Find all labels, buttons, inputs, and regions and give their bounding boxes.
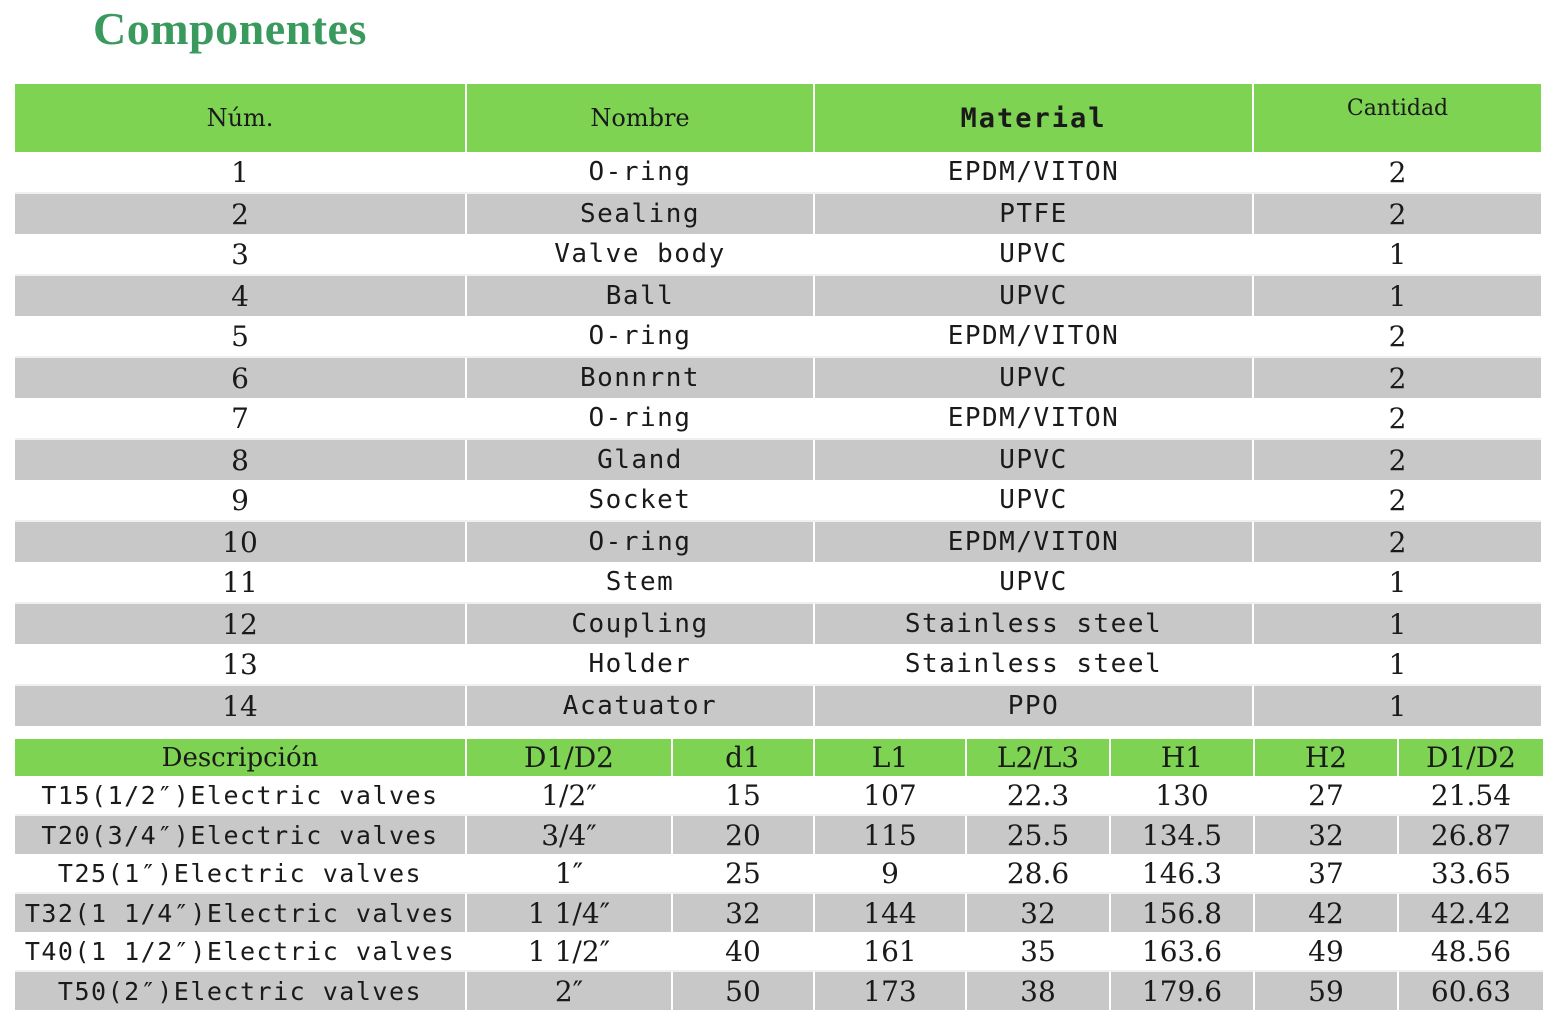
cell-quantity: 1 bbox=[1253, 685, 1541, 726]
cell-value: 107 bbox=[814, 776, 966, 815]
table-row bbox=[15, 193, 1541, 234]
cell-value: 48.56 bbox=[1398, 932, 1543, 971]
dimensions-header-cell: d1 bbox=[672, 739, 814, 776]
cell-num: 5 bbox=[15, 316, 466, 357]
table-row bbox=[15, 815, 1543, 854]
header-name: Nombre bbox=[466, 84, 814, 152]
cell-material: EPDM/VITON bbox=[814, 398, 1253, 439]
cell-material: PPO bbox=[814, 685, 1253, 726]
header-quantity: Cantidad bbox=[1253, 84, 1541, 152]
cell-value: 33.65 bbox=[1398, 854, 1543, 893]
cell-quantity: 1 bbox=[1253, 603, 1541, 644]
table-row bbox=[15, 776, 1543, 815]
dimensions-header-cell: H1 bbox=[1110, 739, 1254, 776]
cell-material: UPVC bbox=[814, 562, 1253, 603]
cell-value: 1/2″ bbox=[466, 776, 672, 815]
cell-quantity: 2 bbox=[1253, 357, 1541, 398]
cell-value: 26.87 bbox=[1398, 815, 1543, 854]
cell-material: Stainless steel bbox=[814, 603, 1253, 644]
dimensions-header-cell: L1 bbox=[814, 739, 966, 776]
cell-name: Gland bbox=[466, 439, 814, 480]
cell-value: 42.42 bbox=[1398, 893, 1543, 932]
cell-value: 156.8 bbox=[1110, 893, 1254, 932]
cell-num: 3 bbox=[15, 234, 466, 275]
cell-value: 130 bbox=[1110, 776, 1254, 815]
cell-description: T32(1 1/4″)Electric valves bbox=[15, 893, 466, 932]
cell-quantity: 2 bbox=[1253, 398, 1541, 439]
cell-name: Sealing bbox=[466, 193, 814, 234]
cell-name: O-ring bbox=[466, 521, 814, 562]
cell-name: O-ring bbox=[466, 152, 814, 193]
cell-material: UPVC bbox=[814, 480, 1253, 521]
cell-value: 115 bbox=[814, 815, 966, 854]
table-row bbox=[15, 685, 1541, 726]
cell-num: 6 bbox=[15, 357, 466, 398]
cell-description: T15(1/2″)Electric valves bbox=[15, 776, 466, 815]
cell-name: Ball bbox=[466, 275, 814, 316]
cell-num: 1 bbox=[15, 152, 466, 193]
cell-num: 14 bbox=[15, 685, 466, 726]
cell-value: 21.54 bbox=[1398, 776, 1543, 815]
components-table bbox=[15, 84, 1541, 726]
cell-material: UPVC bbox=[814, 439, 1253, 480]
cell-name: Bonnrnt bbox=[466, 357, 814, 398]
dimensions-header-cell: D1/D2 bbox=[1398, 739, 1543, 776]
cell-value: 20 bbox=[672, 815, 814, 854]
cell-num: 10 bbox=[15, 521, 466, 562]
table-row bbox=[15, 480, 1541, 521]
header-num: Núm. bbox=[15, 84, 466, 152]
cell-quantity: 2 bbox=[1253, 439, 1541, 480]
cell-material: Stainless steel bbox=[814, 644, 1253, 685]
cell-material: UPVC bbox=[814, 275, 1253, 316]
table-row bbox=[15, 152, 1541, 193]
cell-value: 32 bbox=[966, 893, 1110, 932]
cell-value: 35 bbox=[966, 932, 1110, 971]
cell-value: 134.5 bbox=[1110, 815, 1254, 854]
cell-material: EPDM/VITON bbox=[814, 316, 1253, 357]
cell-value: 28.6 bbox=[966, 854, 1110, 893]
cell-value: 49 bbox=[1254, 932, 1398, 971]
cell-value: 163.6 bbox=[1110, 932, 1254, 971]
cell-material: EPDM/VITON bbox=[814, 152, 1253, 193]
cell-value: 146.3 bbox=[1110, 854, 1254, 893]
dimensions-header-cell: D1/D2 bbox=[466, 739, 672, 776]
table-row bbox=[15, 275, 1541, 316]
cell-value: 60.63 bbox=[1398, 971, 1543, 1010]
cell-value: 37 bbox=[1254, 854, 1398, 893]
cell-value: 59 bbox=[1254, 971, 1398, 1010]
cell-num: 9 bbox=[15, 480, 466, 521]
cell-description: T50(2″)Electric valves bbox=[15, 971, 466, 1010]
table-row bbox=[15, 439, 1541, 480]
table-row bbox=[15, 971, 1543, 1010]
cell-material: UPVC bbox=[814, 234, 1253, 275]
cell-quantity: 1 bbox=[1253, 234, 1541, 275]
cell-value: 1″ bbox=[466, 854, 672, 893]
page-title: Componentes bbox=[93, 3, 367, 54]
cell-value: 22.3 bbox=[966, 776, 1110, 815]
cell-value: 9 bbox=[814, 854, 966, 893]
table-row bbox=[15, 234, 1541, 275]
cell-name: O-ring bbox=[466, 316, 814, 357]
cell-quantity: 2 bbox=[1253, 521, 1541, 562]
cell-value: 1 1/2″ bbox=[466, 932, 672, 971]
cell-name: Stem bbox=[466, 562, 814, 603]
cell-value: 1 1/4″ bbox=[466, 893, 672, 932]
dimensions-header-cell: Descripción bbox=[15, 739, 466, 776]
cell-value: 161 bbox=[814, 932, 966, 971]
cell-value: 32 bbox=[1254, 815, 1398, 854]
cell-num: 11 bbox=[15, 562, 466, 603]
cell-quantity: 2 bbox=[1253, 152, 1541, 193]
cell-value: 144 bbox=[814, 893, 966, 932]
cell-num: 12 bbox=[15, 603, 466, 644]
cell-num: 2 bbox=[15, 193, 466, 234]
cell-name: O-ring bbox=[466, 398, 814, 439]
cell-num: 7 bbox=[15, 398, 466, 439]
cell-quantity: 2 bbox=[1253, 193, 1541, 234]
table-row bbox=[15, 521, 1541, 562]
dimensions-header-cell: L2/L3 bbox=[966, 739, 1110, 776]
cell-value: 173 bbox=[814, 971, 966, 1010]
cell-num: 8 bbox=[15, 439, 466, 480]
cell-description: T25(1″)Electric valves bbox=[15, 854, 466, 893]
cell-value: 42 bbox=[1254, 893, 1398, 932]
dimensions-table bbox=[15, 739, 1543, 1010]
cell-num: 4 bbox=[15, 275, 466, 316]
cell-name: Acatuator bbox=[466, 685, 814, 726]
cell-name: Holder bbox=[466, 644, 814, 685]
cell-quantity: 1 bbox=[1253, 275, 1541, 316]
cell-value: 27 bbox=[1254, 776, 1398, 815]
header-material: Material bbox=[814, 84, 1253, 152]
table-row bbox=[15, 357, 1541, 398]
dimensions-header-cell: H2 bbox=[1254, 739, 1398, 776]
cell-description: T20(3/4″)Electric valves bbox=[15, 815, 466, 854]
cell-material: UPVC bbox=[814, 357, 1253, 398]
cell-material: PTFE bbox=[814, 193, 1253, 234]
table-row bbox=[15, 398, 1541, 439]
cell-value: 25.5 bbox=[966, 815, 1110, 854]
cell-value: 3/4″ bbox=[466, 815, 672, 854]
table-row bbox=[15, 562, 1541, 603]
table-row bbox=[15, 603, 1541, 644]
cell-quantity: 2 bbox=[1253, 480, 1541, 521]
cell-description: T40(1 1/2″)Electric valves bbox=[15, 932, 466, 971]
components-header-row bbox=[15, 84, 1541, 152]
cell-value: 179.6 bbox=[1110, 971, 1254, 1010]
cell-value: 25 bbox=[672, 854, 814, 893]
cell-quantity: 2 bbox=[1253, 316, 1541, 357]
cell-quantity: 1 bbox=[1253, 644, 1541, 685]
cell-value: 50 bbox=[672, 971, 814, 1010]
cell-value: 32 bbox=[672, 893, 814, 932]
table-row bbox=[15, 854, 1543, 893]
cell-quantity: 1 bbox=[1253, 562, 1541, 603]
cell-value: 38 bbox=[966, 971, 1110, 1010]
table-row bbox=[15, 932, 1543, 971]
table-row bbox=[15, 316, 1541, 357]
cell-value: 15 bbox=[672, 776, 814, 815]
cell-material: EPDM/VITON bbox=[814, 521, 1253, 562]
dimensions-header-row bbox=[15, 739, 1543, 776]
cell-num: 13 bbox=[15, 644, 466, 685]
cell-name: Socket bbox=[466, 480, 814, 521]
cell-value: 40 bbox=[672, 932, 814, 971]
table-row bbox=[15, 644, 1541, 685]
table-row bbox=[15, 893, 1543, 932]
cell-value: 2″ bbox=[466, 971, 672, 1010]
cell-name: Valve body bbox=[466, 234, 814, 275]
cell-name: Coupling bbox=[466, 603, 814, 644]
